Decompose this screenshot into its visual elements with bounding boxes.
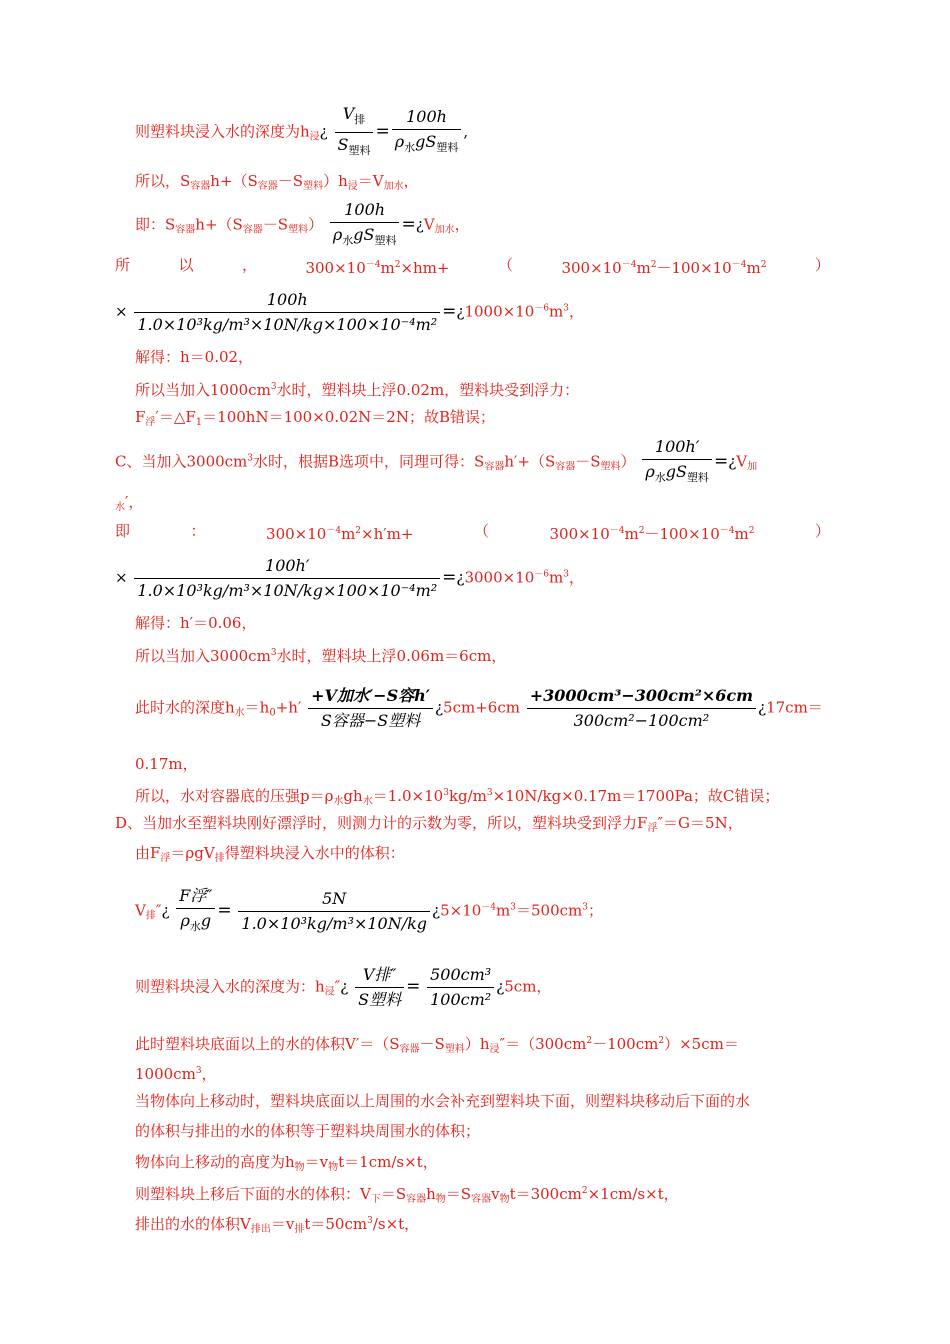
line-1000cm3: $1000cm^3$，: [135, 1065, 217, 1083]
line-water-depth: 此时水的深度$h_水=h_0+h'$ $\frac{\text{+V加水′−S容h′}}{\text{S容器−S塑料}}$ ¿5cm+6cm $\frac{\text{+3000cm³−300cm²×6cm}}{\text{300cm²−100cm²}}$ ¿17cm＝: [135, 686, 823, 730]
fraction-100h-over-constants: $\frac{100h}{\text{1.0×10³kg/m³×10N/kg×100×10⁻⁴m²}}$: [134, 290, 440, 335]
line-solve-h-prime: 解得：h′＝0.06，: [135, 614, 257, 632]
fraction-500-over-100: $\frac{\text{500cm³}}{\text{100cm²}}$: [427, 965, 494, 1010]
line-solve-h: 解得：h＝0.02，: [135, 348, 254, 366]
line-017m: 0.17m，: [135, 755, 198, 773]
line-v-displaced: $V_排''¿$ $\frac{\text{F浮″}}{\rho_水g}$ = $\frac{5N}{\text{1.0×10³kg/m³×10N/kg}}$ ¿$5\times 10^{-4}m^3=500cm^3$；: [135, 886, 603, 937]
fraction-numeric-depth: $\frac{\text{+3000cm³−300cm²×6cm}}{\text{300cm²−100cm²}}$: [527, 686, 756, 731]
line-height-moved: 物体向上移动的高度为$h_物=v_物t=1cm/s\times t$，: [135, 1153, 438, 1173]
line-add-3000: 所以当加入$3000cm^3$水时，塑料块上浮0.06m＝6cm，: [135, 647, 507, 665]
fraction-5n: $\frac{5N}{\text{1.0×10³kg/m³×10N/kg}}$: [238, 889, 430, 934]
fraction-v-over-s-d: $\frac{\text{V排″}}{\text{S塑料}}$: [355, 965, 404, 1010]
line-water-prime: $_水$′，: [115, 493, 144, 513]
line-volume-above: 此时塑料块底面以上的水的体积$V'=(S_{容器}-S_{塑料})h_浸''=(300cm^2-100cm^2)\times 5cm=$: [135, 1035, 739, 1055]
line-from-buoyancy: 由$F_浮=\rho gV_排$得塑料块浸入水中的体积：: [135, 844, 405, 864]
line-times-fraction-c: × $\frac{100h'}{\text{1.0×10³kg/m³×10N/kg×100×10⁻⁴m²}}$ $=¿3000\times 10^{-6}m^3$，: [115, 556, 585, 600]
fraction-100h-prime-over-constants: $\frac{100h'}{\text{1.0×10³kg/m³×10N/kg×100×10⁻⁴m²}}$: [134, 556, 440, 601]
line-add-1000: 所以当加入$1000cm^3$水时，塑料块上浮0.02m，塑料块受到浮力：: [135, 381, 580, 399]
line-substitution: 即：$S_{容器}h+(S_{容器}-S_{塑料})$ $\frac{100h}{\rho_水gS_{塑料}}$ $=¿V_{加水}$，: [135, 200, 470, 251]
line-volume-sum: 所以，$S_{容器}h+(S_{容器}-S_{塑料})h_浸=V_{加水}$，: [135, 172, 419, 192]
fraction-v-over-s: $\frac{V_排}{S_{塑料}}$: [335, 104, 374, 161]
line-depth-d: 则塑料块浸入水的深度为：$h_浸''¿$ $\frac{\text{V排″}}{\text{S塑料}}$ = $\frac{\text{500cm³}}{\text{100cm²}}$ ¿5cm，: [135, 965, 552, 1009]
line-times-fraction: × $\frac{100h}{\text{1.0×10³kg/m³×10N/kg×100×10⁻⁴m²}}$ $=¿1000\times 10^{-6}m^3$，: [115, 290, 585, 334]
line-depth-formula: 则塑料块浸入水的深度为$h_浸¿$ $\frac{V_排}{S_{塑料}}$ = $\frac{100h}{\rho_水gS_{塑料}}$ ,: [135, 104, 468, 161]
line-buoyancy-b: $F_浮'=\triangle F_1=100hN=100\times 0.02N=2N$；故B错误；: [135, 408, 495, 428]
fraction-100h-b: $\frac{100h}{\rho_水gS_{塑料}}$: [330, 200, 400, 251]
line-option-d: D、当加水至塑料块刚好漂浮时，则测力计的示数为零，所以，塑料块受到浮力$F_浮''=G=5N$，: [115, 814, 743, 834]
line-volume-below: 则塑料块上移后下面的水的体积：$V_下=S_{容器}h_物=S_{容器}v_物t=300cm^2\times 1cm/s\times t$，: [135, 1185, 679, 1205]
fraction-100h: $\frac{100h}{\rho_水gS_{塑料}}$: [392, 107, 462, 158]
line-ie-justified: 即 ： $300\times 10^{-4}m^2\times h'm+$ （ $300\times 10^{-4}m^2-100\times 10^{-4}m^2$ ）: [115, 522, 830, 543]
fraction-f-over-rho-g: $\frac{\text{F浮″}}{\rho_水g}$: [176, 886, 215, 937]
line-move-up: 当物体向上移动时，塑料块底面以上周围的水会补充到塑料块下面，则塑料块移动后下面的水: [135, 1092, 751, 1110]
fraction-100h-prime: $\frac{100h'}{\rho_水gS_{塑料}}$: [642, 437, 712, 488]
line-volume-equal: 的体积与排出的水的体积等于塑料块周围水的体积；: [135, 1122, 481, 1140]
line-pressure: 所以，水对容器底的压强$p=\rho_水gh_水=1.0\times 10^3kg/m^3\times 10N/kg\times 0.17m=1700Pa$；故C错误；: [135, 787, 780, 807]
line-volume-out: 排出的水的体积$V_{排出}=v_排t=50cm^3/s\times t$，: [135, 1215, 420, 1235]
line-option-c: C、当加入$3000cm^3$水时，根据B选项中，同理可得：$S_{容器}h'+(S_{容器}-S_{塑料})$ $\frac{100h'}{\rho_水gS_{塑料}}$ $=¿V_加$: [115, 437, 757, 488]
fraction-volume-over-area: $\frac{\text{+V加水′−S容h′}}{\text{S容器−S塑料}}$: [308, 686, 433, 731]
line-so-justified: 所 以 ， $300\times 10^{-4}m^2\times hm+$ （ $300\times 10^{-4}m^2-100\times 10^{-4}m^2$ ）: [115, 256, 830, 277]
